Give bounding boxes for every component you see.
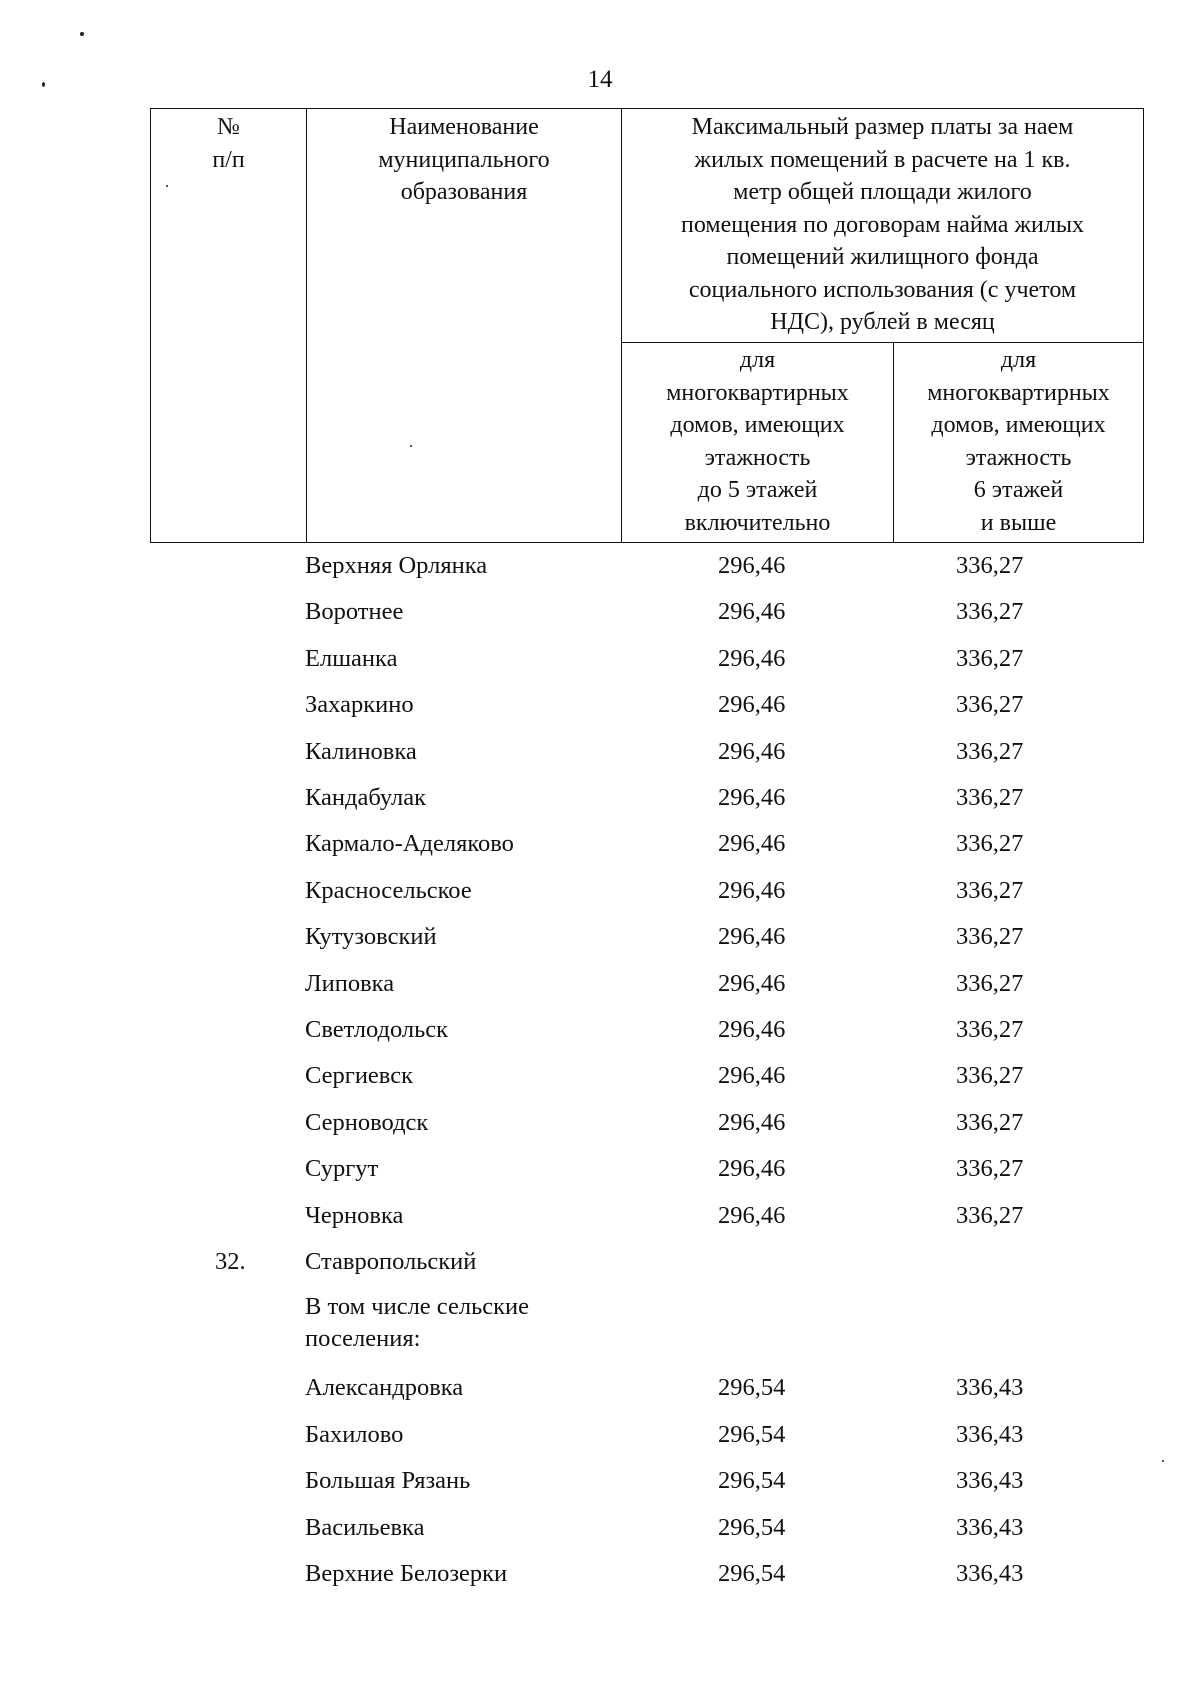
header-fee-high-rise: для многоквартирных домов, имеющих этажность 6 этажей и выше bbox=[894, 343, 1144, 543]
scan-speck bbox=[80, 32, 84, 36]
row-municipality: Липовка bbox=[305, 969, 395, 997]
scan-speck bbox=[410, 445, 412, 447]
row-fee-high-rise: 336,27 bbox=[956, 552, 1024, 579]
scan-speck bbox=[42, 82, 45, 87]
row-municipality: Сургут bbox=[305, 1155, 379, 1183]
row-fee-high-rise: 336,27 bbox=[956, 1108, 1024, 1136]
row-fee-low-rise: 296,46 bbox=[718, 1155, 786, 1183]
row-municipality: Воротнее bbox=[305, 598, 404, 626]
row-fee-high-rise: 336,27 bbox=[956, 876, 1024, 904]
header-fee-column: Максимальный размер платы за наем жилых помещений в расчете на 1 кв. метр общей площади жилого помещения по договорам найма жилых помещений жилищного фонда социального использования (с учетом НДС), рублей в месяц bbox=[622, 109, 1144, 343]
row-municipality: Елшанка bbox=[305, 644, 398, 672]
row-fee-high-rise: 336,43 bbox=[956, 1467, 1024, 1495]
row-fee-high-rise: 336,27 bbox=[956, 691, 1024, 719]
row-municipality: Захаркино bbox=[305, 691, 414, 719]
table-row bbox=[0, 682, 1200, 728]
row-fee-low-rise: 296,46 bbox=[718, 1062, 786, 1090]
row-fee-low-rise: 296,54 bbox=[718, 1420, 786, 1448]
table-row bbox=[0, 868, 1200, 914]
row-municipality: Кутузовский bbox=[305, 923, 437, 951]
row-fee-low-rise: 296,46 bbox=[718, 1201, 786, 1229]
row-fee-low-rise: 296,54 bbox=[718, 1374, 786, 1402]
row-number: 32. bbox=[215, 1248, 246, 1275]
table-row bbox=[0, 1365, 1200, 1411]
row-municipality: Ставропольский bbox=[305, 1248, 477, 1275]
table-header bbox=[150, 108, 1144, 543]
table-row bbox=[0, 1458, 1200, 1504]
row-fee-high-rise: 336,43 bbox=[956, 1513, 1024, 1541]
table-row bbox=[0, 821, 1200, 867]
row-municipality: Верхняя Орлянка bbox=[305, 552, 488, 579]
page-number: 14 bbox=[587, 66, 613, 93]
row-fee-high-rise: 336,27 bbox=[956, 1062, 1024, 1090]
header-number-column: № п/п bbox=[151, 109, 307, 543]
row-fee-low-rise: 296,46 bbox=[718, 737, 786, 765]
row-municipality: Серноводск bbox=[305, 1108, 429, 1136]
table-row bbox=[0, 729, 1200, 775]
table-row bbox=[0, 1053, 1200, 1099]
row-fee-low-rise: 296,46 bbox=[718, 923, 786, 951]
row-fee-high-rise: 336,43 bbox=[956, 1374, 1024, 1402]
table-row bbox=[0, 1505, 1200, 1551]
row-fee-low-rise: 296,46 bbox=[718, 784, 786, 811]
row-fee-high-rise: 336,27 bbox=[956, 1016, 1024, 1043]
table-row bbox=[0, 775, 1200, 821]
row-fee-low-rise: 296,46 bbox=[718, 1016, 786, 1043]
row-fee-low-rise: 296,54 bbox=[718, 1513, 786, 1541]
table-row bbox=[0, 543, 1200, 589]
row-fee-high-rise: 336,43 bbox=[956, 1420, 1024, 1448]
table-row bbox=[0, 1412, 1200, 1458]
row-fee-high-rise: 336,27 bbox=[956, 737, 1024, 765]
row-fee-low-rise: 296,54 bbox=[718, 1560, 786, 1587]
table-row bbox=[0, 1239, 1200, 1285]
row-fee-high-rise: 336,27 bbox=[956, 1201, 1024, 1229]
table-row bbox=[0, 1146, 1200, 1192]
row-fee-high-rise: 336,27 bbox=[956, 1155, 1024, 1183]
table-row bbox=[0, 636, 1200, 682]
row-fee-high-rise: 336,27 bbox=[956, 923, 1024, 951]
row-fee-low-rise: 296,46 bbox=[718, 876, 786, 904]
header-name-column: Наименование муниципального образования bbox=[307, 109, 622, 543]
row-fee-low-rise: 296,46 bbox=[718, 598, 786, 626]
row-municipality: Бахилово bbox=[305, 1420, 404, 1448]
scan-speck bbox=[166, 185, 168, 187]
row-municipality: Кармало-Аделяково bbox=[305, 830, 514, 858]
row-fee-high-rise: 336,27 bbox=[956, 644, 1024, 672]
row-municipality: Красносельское bbox=[305, 876, 472, 904]
row-municipality: Светлодольск bbox=[305, 1016, 449, 1043]
table-row bbox=[0, 1193, 1200, 1239]
scan-speck bbox=[1162, 1460, 1164, 1462]
row-municipality: В том числе сельские поселения: bbox=[305, 1293, 530, 1353]
table-row bbox=[0, 914, 1200, 960]
header-fee-low-rise: для многоквартирных домов, имеющих этажность до 5 этажей включительно bbox=[622, 343, 894, 543]
row-municipality: Александровка bbox=[305, 1374, 464, 1402]
row-fee-high-rise: 336,27 bbox=[956, 969, 1024, 997]
row-fee-low-rise: 296,46 bbox=[718, 691, 786, 719]
table-row bbox=[0, 1007, 1200, 1053]
row-fee-low-rise: 296,46 bbox=[718, 1108, 786, 1136]
row-municipality: Калиновка bbox=[305, 737, 417, 765]
row-municipality: Кандабулак bbox=[305, 784, 427, 811]
row-fee-high-rise: 336,27 bbox=[956, 598, 1024, 626]
table-row bbox=[0, 1100, 1200, 1146]
row-fee-low-rise: 296,46 bbox=[718, 644, 786, 672]
row-fee-high-rise: 336,27 bbox=[956, 784, 1024, 811]
table-row bbox=[0, 961, 1200, 1007]
row-fee-low-rise: 296,46 bbox=[718, 830, 786, 858]
row-fee-high-rise: 336,43 bbox=[956, 1560, 1024, 1587]
table-row bbox=[0, 1551, 1200, 1597]
row-fee-low-rise: 296,54 bbox=[718, 1467, 786, 1495]
row-municipality: Черновка bbox=[305, 1201, 404, 1229]
row-municipality: Васильевка bbox=[305, 1513, 425, 1541]
row-municipality: Верхние Белозерки bbox=[305, 1560, 508, 1587]
row-fee-low-rise: 296,46 bbox=[718, 969, 786, 997]
table-row bbox=[0, 1285, 1200, 1365]
row-municipality: Сергиевск bbox=[305, 1062, 414, 1090]
row-municipality: Большая Рязань bbox=[305, 1467, 471, 1495]
table-row bbox=[0, 589, 1200, 635]
row-fee-low-rise: 296,46 bbox=[718, 552, 786, 579]
row-fee-high-rise: 336,27 bbox=[956, 830, 1024, 858]
